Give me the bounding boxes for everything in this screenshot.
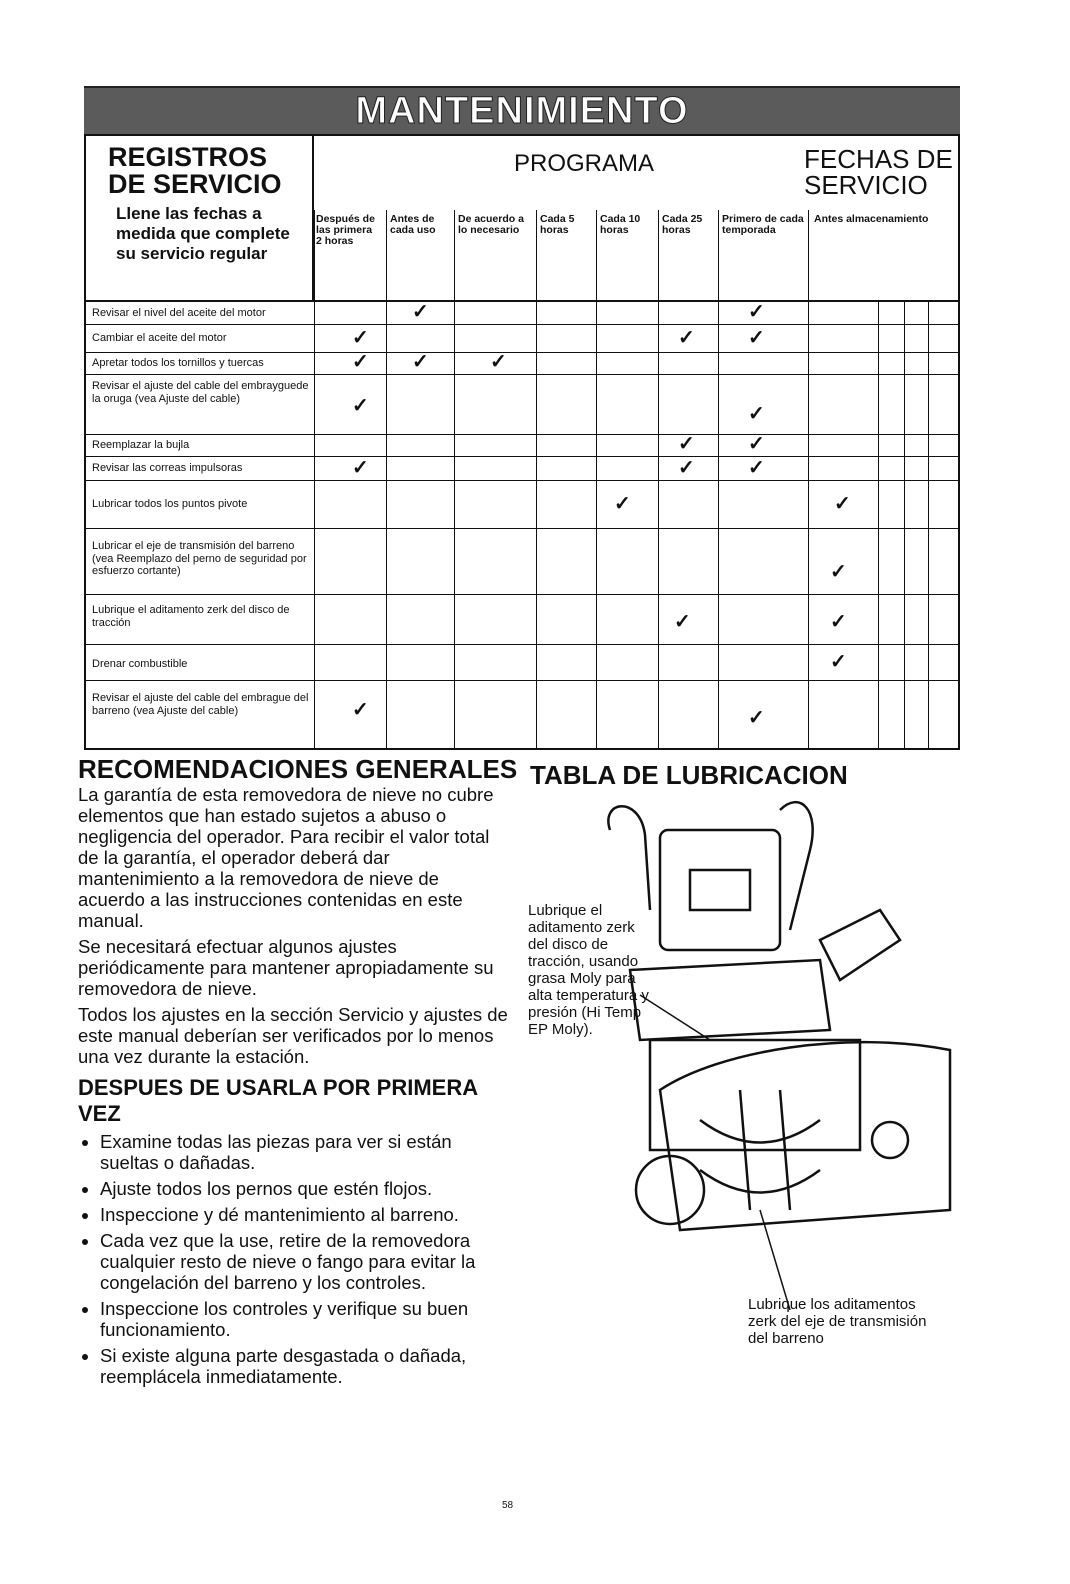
task-label: Lubricar el eje de transmisión del barreno (vea Reemplazo del perno de seguridad por esfuerzo cortante) [92,540,307,577]
after-first-use-title: DESPUES DE USARLA POR PRIMERA VEZ [78,1075,478,1126]
lubrication-label-traction: Lubrique el aditamento zerk del disco de tracción, usando grasa Moly para alta temperatura y presión (Hi Temp EP Moly). [528,902,649,1038]
table-row [86,644,958,681]
table-row [86,528,958,595]
col-before-each-use: Antes de cada uso [390,213,436,236]
service-records-title: REGISTROS DE SERVICIO [108,142,282,199]
schedule-header [86,136,958,302]
task-label: Reemplazar la bujla [92,439,190,451]
check-mark: ✓ [490,351,507,373]
check-mark: ✓ [830,561,847,583]
check-mark: ✓ [748,433,765,455]
page-number: 58 [502,1500,514,1511]
col-every-10h: Cada 10 horas [600,213,641,236]
task-label: Lubrique el aditamento zerk del disco de tracción [92,604,290,629]
table-row [86,480,958,529]
check-mark: ✓ [614,493,631,515]
table-row [86,324,958,353]
check-mark: ✓ [748,327,765,349]
snowblower-illustration [520,790,980,1310]
service-dates-header: FECHAS DE SERVICIO [804,144,953,200]
col-season-start: Primero de cada temporada [722,213,804,236]
table-row [86,434,958,457]
list-item: • Ajuste todos los pernos que estén flojos. [100,1178,508,1199]
table-row [86,594,958,645]
col-every-5h: Cada 5 horas [540,213,575,236]
task-label: Apretar todos los tornillos y tuercas [92,357,264,369]
lubrication-label-auger: Lubrique los aditamentos zerk del eje de transmisión del barreno [748,1296,927,1347]
check-mark: ✓ [678,457,695,479]
list-item: • Si existe alguna parte desgastada o dañada, reemplácela inmediatamente. [100,1345,508,1387]
task-label: Drenar combustible [92,658,188,670]
service-records-cell [86,136,314,300]
check-mark: ✓ [830,651,847,673]
check-mark: ✓ [748,707,765,729]
task-label: Revisar el ajuste del cable del embrague del barreno (vea Ajuste del cable) [92,692,309,717]
check-mark: ✓ [352,699,369,721]
table-row [86,302,958,325]
list-item: • Inspeccione los controles y verifique su buen funcionamiento. [100,1298,508,1340]
general-recommendations-body [78,784,508,1392]
check-mark: ✓ [748,403,765,425]
check-mark: ✓ [412,351,429,373]
maintenance-schedule-table [84,134,960,750]
check-mark: ✓ [412,301,429,323]
task-label: Lubricar todos los puntos pivote [92,498,248,510]
check-mark: ✓ [352,351,369,373]
check-mark: ✓ [748,301,765,323]
list-item: • Cada vez que la use, retire de la removedora cualquier resto de nieve o fango para evitar la congelación del barreno y los controles. [100,1230,508,1293]
col-after-first-2h: Después de las primera 2 horas [316,213,375,247]
check-mark: ✓ [830,611,847,633]
list-item: • Examine todas las piezas para ver si están sueltas o dañadas. [100,1131,508,1173]
check-mark: ✓ [834,493,851,515]
task-label: Revisar el nivel del aceite del motor [92,307,266,319]
col-as-needed: De acuerdo a lo necesario [458,213,524,236]
service-records-instructions: Llene las fechas a medida que complete su servicio regular [116,204,290,263]
paragraph: Se necesitará efectuar algunos ajustes periódicamente para mantener apropiadamente su removedora de nieve. [78,936,494,999]
check-mark: ✓ [678,433,695,455]
program-header: PROGRAMA [514,150,655,177]
check-mark: ✓ [352,457,369,479]
general-recommendations-title: RECOMENDACIONES GENERALES [78,754,518,784]
lubrication-chart-title: TABLA DE LUBRICACION [530,760,848,790]
check-mark: ✓ [674,611,691,633]
paragraph: Todos los ajustes en la sección Servicio y ajustes de este manual deberían ser verificados por lo menos una vez durante la estación. [78,1004,508,1067]
check-mark: ✓ [352,395,369,417]
table-row [86,456,958,481]
task-label: Revisar el ajuste del cable del embrayguede la oruga (vea Ajuste del cable) [92,380,309,405]
maintenance-banner [84,86,960,136]
banner-title: MANTENIMIENTO [355,89,689,132]
table-row [86,352,958,375]
after-first-use-list [78,1131,508,1387]
check-mark: ✓ [678,327,695,349]
task-label: Revisar las correas impulsoras [92,462,243,474]
check-mark: ✓ [748,457,765,479]
table-row [86,374,958,435]
table-row [86,680,958,748]
col-before-storage: Antes almacenamiento [814,213,929,225]
paragraph: La garantía de esta removedora de nieve no cubre elementos que han estado sujetos a abuso o negligencia del operador. Para recibir el valor total de la garantía, el operador deberá dar mantenimiento a la removedora de nieve de acuerdo a las instrucciones contenidas en este manual. [78,784,494,931]
col-every-25h: Cada 25 horas [662,213,703,236]
list-item: • Inspeccione y dé mantenimiento al barreno. [100,1204,508,1225]
task-label: Cambiar el aceite del motor [92,332,227,344]
check-mark: ✓ [352,327,369,349]
